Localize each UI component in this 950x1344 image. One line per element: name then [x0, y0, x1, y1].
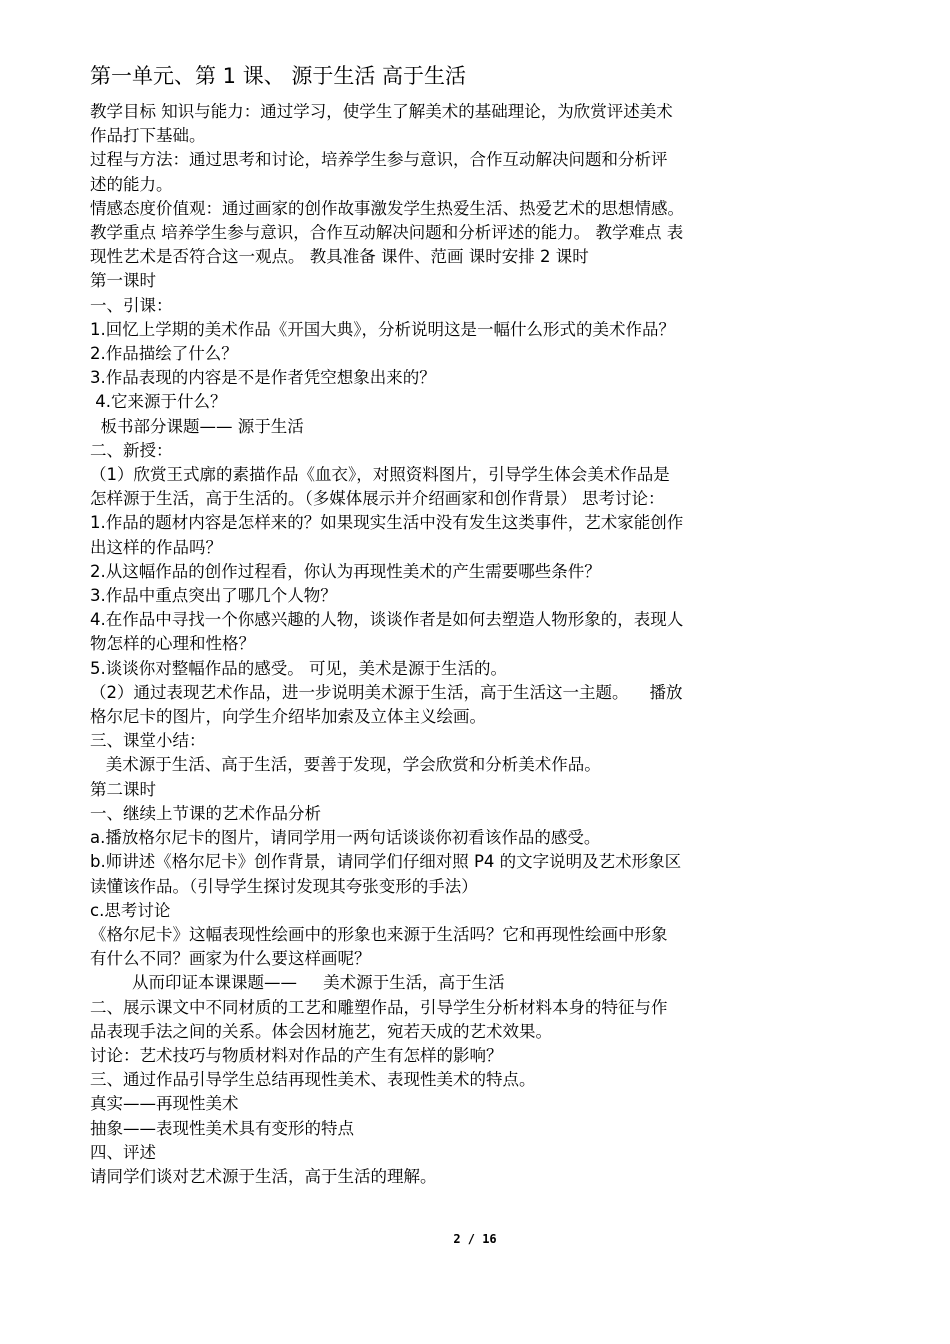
- text-line: 请同学们谈对艺术源于生活，高于生活的理解。: [90, 1166, 437, 1186]
- text-line: 三、通过作品引导学生总结再现性美术、表现性美术的特点。: [90, 1070, 536, 1090]
- text-line: 读懂该作品。（引导学生探讨发现其夸张变形的手法）: [90, 876, 478, 896]
- text-line: 2.作品描绘了什么？: [90, 344, 238, 364]
- text-line: 第一课时: [90, 271, 156, 291]
- text-line: 物怎样的心理和性格？: [90, 634, 255, 654]
- text-line: （1）欣赏王式廓的素描作品《血衣》，对照资料图片，引导学生体会美术作品是: [90, 465, 670, 485]
- text-line: 1.回忆上学期的美术作品《开国大典》，分析说明这是一幅什么形式的美术作品？: [90, 319, 675, 339]
- text-line: 作品打下基础。: [90, 126, 206, 146]
- page-number: 2 / 16: [453, 1232, 497, 1246]
- text-line: 第二课时: [90, 779, 156, 799]
- text-line: 现性艺术是否符合这一观点。 教具准备 课件、范画 课时安排 2 课时: [90, 247, 589, 267]
- text-line: 格尔尼卡的图片，向学生介绍毕加索及立体主义绘画。: [90, 707, 486, 727]
- text-line: 《格尔尼卡》这幅表现性绘画中的形象也来源于生活吗？它和再现性绘画中形象: [90, 924, 668, 944]
- text-line: 从而印证本课课题—— 美术源于生活，高于生活: [90, 973, 505, 993]
- text-line: 出这样的作品吗？: [90, 537, 222, 557]
- text-line: 过程与方法：通过思考和讨论，培养学生参与意识，合作互动解决问题和分析评: [90, 150, 668, 170]
- text-line: 教学重点 培养学生参与意识，合作互动解决问题和分析评述的能力。 教学难点 表: [90, 223, 684, 243]
- text-line: 2.从这幅作品的创作过程看，你认为再现性美术的产生需要哪些条件？: [90, 561, 601, 581]
- text-line: c.思考讨论: [90, 900, 171, 920]
- text-line: 1.作品的题材内容是怎样来的？如果现实生活中没有发生这类事件，艺术家能创作: [90, 513, 684, 533]
- text-line: 三、课堂小结：: [90, 731, 206, 751]
- text-line: 3.作品中重点突出了哪几个人物？: [90, 586, 337, 606]
- text-line: 真实——再现性美术: [90, 1094, 239, 1114]
- document-body: [90, 100, 790, 1189]
- text-line: 一、引课：: [90, 295, 173, 315]
- text-line: 5.谈谈你对整幅作品的感受。 可见，美术是源于生活的。: [90, 658, 507, 678]
- text-line: b.师讲述《格尔尼卡》创作背景，请同学们仔细对照 P4 的文字说明及艺术形象区: [90, 852, 682, 872]
- text-line: 情感态度价值观：通过画家的创作故事激发学生热爱生活、热爱艺术的思想情感。: [90, 198, 684, 218]
- text-line: 4.在作品中寻找一个你感兴趣的人物，谈谈作者是如何去塑造人物形象的，表现人: [90, 610, 684, 630]
- text-line: 品表现手法之间的关系。体会因材施艺，宛若天成的艺术效果。: [90, 1021, 552, 1041]
- text-line: 美术源于生活、高于生活，要善于发现，学会欣赏和分析美术作品。: [90, 755, 601, 775]
- text-line: 四、评述: [90, 1142, 156, 1162]
- text-line: 抽象——表现性美术具有变形的特点: [90, 1118, 354, 1138]
- text-line: 述的能力。: [90, 174, 173, 194]
- text-line: 有什么不同？画家为什么要这样画呢？: [90, 949, 371, 969]
- text-line: 二、新授：: [90, 440, 173, 460]
- text-line: a.播放格尔尼卡的图片，请同学用一两句话谈谈你初看该作品的感受。: [90, 828, 601, 848]
- text-line: 教学目标 知识与能力：通过学习，使学生了解美术的基础理论，为欣赏评述美术: [90, 102, 673, 121]
- text-line: 4.它来源于什么？: [90, 392, 227, 412]
- text-line: 一、继续上节课的艺术作品分析: [90, 803, 321, 823]
- document-page: [90, 60, 790, 1189]
- text-line: 二、展示课文中不同材质的工艺和雕塑作品，引导学生分析材料本身的特征与作: [90, 997, 668, 1017]
- text-line: 板书部分课题—— 源于生活: [90, 416, 304, 436]
- text-line: 3.作品表现的内容是不是作者凭空想象出来的？: [90, 368, 436, 388]
- text-line: 讨论：艺术技巧与物质材料对作品的产生有怎样的影响？: [90, 1045, 503, 1065]
- text-line: 怎样源于生活，高于生活的。（多媒体展示并介绍画家和创作背景） 思考讨论：: [90, 489, 665, 509]
- text-line: （2）通过表现艺术作品，进一步说明美术源于生活，高于生活这一主题。 播放: [90, 682, 683, 702]
- document-title: 第一单元、第 1 课、 源于生活 高于生活: [90, 64, 467, 88]
